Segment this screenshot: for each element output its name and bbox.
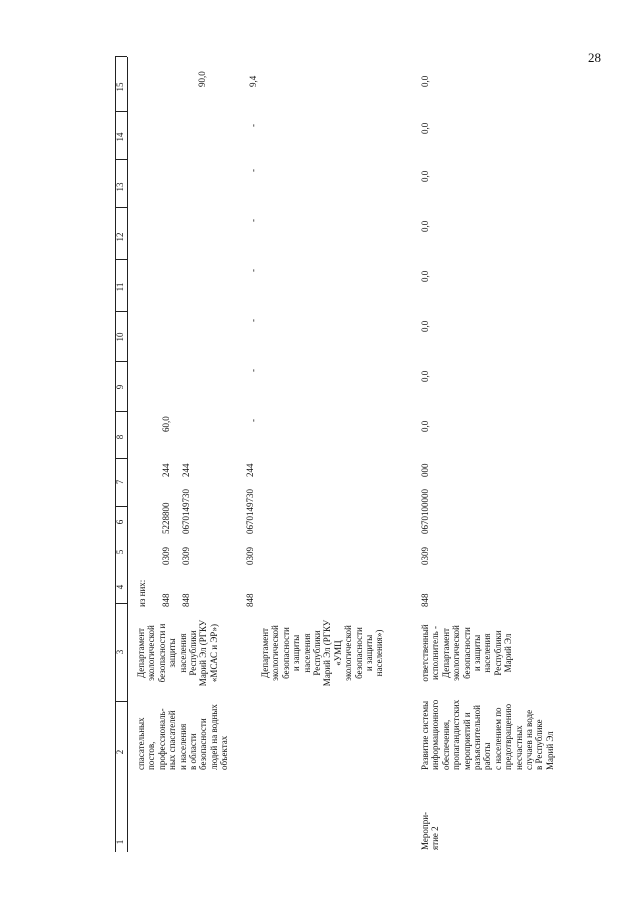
header-col-12: 12 xyxy=(115,232,125,242)
header-col-5: 5 xyxy=(115,549,125,555)
col-divider xyxy=(115,506,127,507)
row3-executor: ответственный исполнитель - Департамент экологической безопасности и защиты населения Республики Марий Эл xyxy=(420,624,514,682)
col-divider xyxy=(115,56,127,57)
row1-measure-text: спасательных постов, профессиональ- ных спасателей и населения в области безопасности людей на водных объектах xyxy=(136,704,230,770)
header-col-11: 11 xyxy=(115,282,125,292)
row3-value12: 0,0 xyxy=(420,220,430,232)
header-col-7: 7 xyxy=(115,479,125,485)
row1-sub1-code5: 0309 xyxy=(161,547,171,565)
row2-value12: - xyxy=(248,219,258,222)
row1-sub2-code7: 244 xyxy=(181,463,191,477)
row1-sub1-value8: 60,0 xyxy=(161,416,171,432)
header-bottom-border xyxy=(127,57,128,852)
row2-value13: - xyxy=(248,169,258,172)
row2-value14: - xyxy=(248,124,258,127)
rotated-table xyxy=(115,57,555,852)
col-divider xyxy=(115,259,127,260)
page-number: 28 xyxy=(588,50,601,65)
row3-code7: 000 xyxy=(420,463,430,477)
row1-sub1-code4: 848 xyxy=(161,593,171,607)
col-divider xyxy=(115,207,127,208)
header-col-15: 15 xyxy=(115,82,125,92)
row2-code7: 244 xyxy=(245,463,255,477)
row2-code6: 0670149730 xyxy=(245,489,255,534)
row1-sub1-code6: 5228800 xyxy=(161,502,171,534)
row2-value10: - xyxy=(248,319,258,322)
row2-code4: 848 xyxy=(245,593,255,607)
row1-sub2-code4: 848 xyxy=(181,593,191,607)
row2-value8: - xyxy=(248,419,258,422)
row3-code5: 0309 xyxy=(420,547,430,565)
col-divider xyxy=(115,603,127,604)
row2-value15: 9,4 xyxy=(248,75,258,87)
row2-executor: Департамент экологической безопасности и защиты населения Республики Марий Эл (РГКУ «УМЦ экологической безопасности и защиты населения») xyxy=(260,619,385,687)
row1-executor: Департамент экологической безопасности и защиты населения Республики Марий Эл (РГКУ «МСАС и ЭР») xyxy=(136,619,219,687)
col-divider xyxy=(115,311,127,312)
row1-sub2-value15: 90,0 xyxy=(197,71,207,87)
row3-value14: 0,0 xyxy=(420,122,430,134)
row1-sub1-code7: 244 xyxy=(161,463,171,477)
header-col-2: 2 xyxy=(115,749,125,755)
col-divider xyxy=(115,411,127,412)
row3-code6: 0670100000 xyxy=(420,489,430,534)
row3-value9: 0,0 xyxy=(420,370,430,382)
row3-value10: 0,0 xyxy=(420,320,430,332)
header-col-14: 14 xyxy=(115,132,125,142)
row3-value13: 0,0 xyxy=(420,170,430,182)
header-col-3: 3 xyxy=(115,649,125,655)
col-divider xyxy=(115,458,127,459)
col-divider xyxy=(115,361,127,362)
header-col-13: 13 xyxy=(115,182,125,192)
row1-sub2-code5: 0309 xyxy=(181,547,191,565)
row1-sub2-code6: 0670149730 xyxy=(181,489,191,534)
col-divider xyxy=(115,159,127,160)
header-col-6: 6 xyxy=(115,519,125,525)
row3-value15: 0,0 xyxy=(420,75,430,87)
row2-value11: - xyxy=(248,269,258,272)
row3-measure-label: Меропри- ятие 2 xyxy=(420,811,441,850)
row2-code5: 0309 xyxy=(245,547,255,565)
row3-value8: 0,0 xyxy=(420,420,430,432)
col-divider xyxy=(115,701,127,702)
row3-measure-text: Развитие системы информационного обеспечения, пропагандистских мероприятий и разъяснительной работы с населением по предотвращению несчастных случаев на воде в Республике Марий Эл xyxy=(420,699,555,770)
row3-value11: 0,0 xyxy=(420,270,430,282)
header-col-9: 9 xyxy=(115,384,125,390)
col-divider xyxy=(115,111,127,112)
header-col-10: 10 xyxy=(115,332,125,342)
row3-code4: 848 xyxy=(420,593,430,607)
header-col-8: 8 xyxy=(115,434,125,440)
row1-iz-nih: из них: xyxy=(137,579,147,607)
header-col-1: 1 xyxy=(115,839,125,845)
row2-value9: - xyxy=(248,369,258,372)
header-col-4: 4 xyxy=(115,584,125,590)
